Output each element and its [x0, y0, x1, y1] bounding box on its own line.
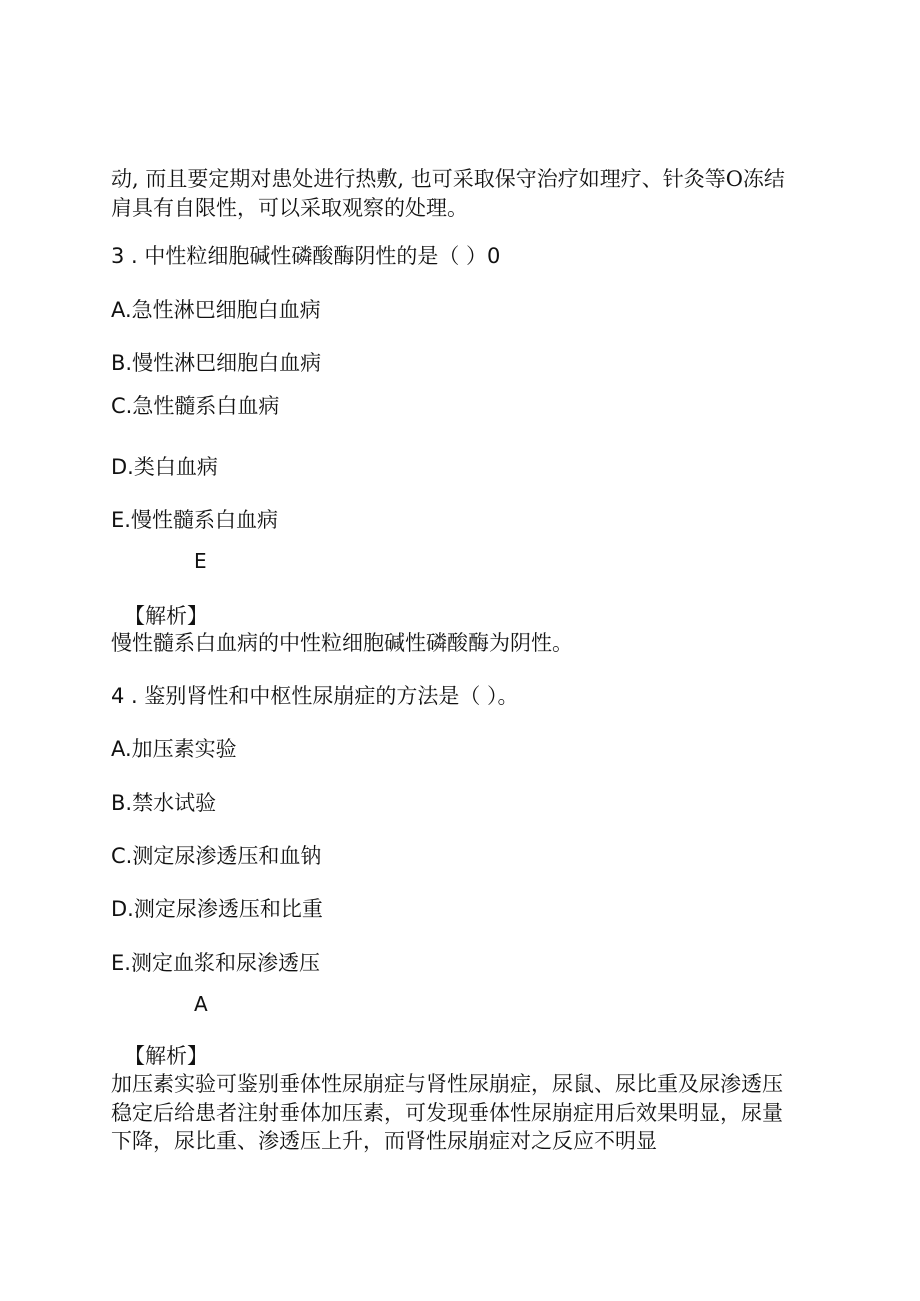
question-3-analysis-label: 【解析】	[124, 604, 208, 628]
question-4-analysis-label: 【解析】	[124, 1044, 208, 1068]
question-4-option-e: E.测定血浆和尿渗透压	[111, 951, 320, 975]
question-4-option-c: C.测定尿渗透压和血钠	[111, 844, 322, 868]
question-3-option-b: B.慢性淋巴细胞白血病	[111, 351, 322, 375]
intro-line-2: 肩具有自限性，可以采取观察的处理。	[111, 196, 468, 220]
question-3-option-c: C.急性髓系白血病	[111, 394, 280, 418]
intro-line-1: 动, 而且要定期对患处进行热敷, 也可采取保守治疗如理疗、针灸等O冻结	[111, 167, 785, 191]
question-4-option-d: D.测定尿渗透压和比重	[111, 897, 323, 921]
question-4-option-a: A.加压素实验	[111, 737, 237, 761]
question-4-option-b: B.禁水试验	[111, 791, 217, 815]
question-3-text: 3 . 中性粒细胞碱性磷酸酶阴性的是（ ）0	[111, 244, 501, 268]
question-3-option-d: D.类白血病	[111, 455, 218, 479]
question-4-answer: A	[194, 992, 208, 1016]
question-3-answer: E	[194, 549, 207, 573]
question-4-text: 4 . 鉴别肾性和中枢性尿崩症的方法是（ ）。	[111, 684, 519, 708]
question-4-analysis-line-3: 下降，尿比重、渗透压上升，而肾性尿崩症对之反应不明显	[111, 1129, 657, 1153]
question-3-option-a: A.急性淋巴细胞白血病	[111, 298, 321, 322]
question-4-analysis-line-2: 稳定后给患者注射垂体加压素，可发现垂体性尿崩症用后效果明显，尿量	[111, 1101, 783, 1125]
question-3-option-e: E.慢性髓系白血病	[111, 508, 278, 532]
question-3-analysis: 慢性髓系白血病的中性粒细胞碱性磷酸酶为阴性。	[111, 631, 573, 655]
question-4-analysis-line-1: 加压素实验可鉴别垂体性尿崩症与肾性尿崩症，尿鼠、尿比重及尿渗透压	[111, 1072, 783, 1096]
